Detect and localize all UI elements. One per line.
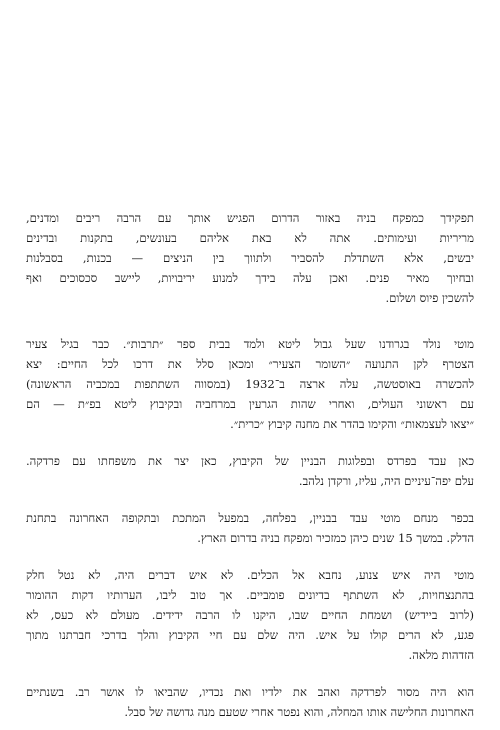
text-line: מריריות ועימותים. אתה לא באת אליהם בעונשים, בתקנות ובדינים [26,231,474,245]
paragraph [26,451,474,491]
text-line: פגע, לא הרים קולו על איש. היה שלם עם חיי הקיבוץ והלך בדרכי חברתנו מתוך [26,628,474,642]
text-line: להשכין פיוס ושלום. [385,291,474,305]
paragraph [26,682,474,722]
paragraph [26,208,474,308]
text-line: (לרוב ביידיש) ושמחת החיים שבו, היקנו לו הרבה ידידים. מעולם לא כעס, לא [26,608,474,622]
text-line: עלם יפה־עיניים היה, עליז, ורקדן נלהב. [298,474,474,488]
text-line: מוטי נולד בגרודנו שעל גבול ליטא ולמד בבית ספר ״תרבות״. כבר בגיל צעיר [26,337,474,351]
text-line: כאן עבד בפרדס ובפלוגות הבניין של הקיבוץ, כאן יצר את משפחתו עם פרדקה. [26,454,474,468]
text-line: בהתנצחויות, לא השתתף בדיונים פומביים. אך טוב ליבו, הערותיו דקות ההומור [26,588,474,602]
text-line: ״יצאו לעצמאות״ והקימו בהדר את מחנה קיבוץ ״כרית״. [230,417,474,431]
text-line: תפקידך כמפקח בניה באזור הדרום הפגיש אותך עם הרבה ריבים ומדנים, [26,211,474,225]
document-body [26,208,474,722]
text-line: הזדהות מלאה. [408,648,474,662]
text-line: הדלק. במשך 15 שנים כיהן כמזכיר ומפקח בניה בדרום הארץ. [197,531,474,545]
text-line: בכפר מנחם מוטי עבד בבניין, בפלחה, במפעל המתכת ובתקופה האחרונה בתחנת [26,511,474,525]
text-line: הוא היה מסור לפרדקה ואהב את ילדיו ואת נכדיו, שהביאו לו אושר רב. בשנתיים [26,685,474,699]
text-line: יבשים, אלא השתדלת להסביר ולתווך בין הניצים — בכנות, בסבלנות [26,251,474,265]
paragraph [26,334,474,434]
text-line: להכשרה באוסטשה, עלה ארצה ב־1932 (במסווה השתתפות במכביה הראשונה) [26,377,474,391]
text-line: עם ראשוני העולים, ואחרי שהות הגרעין במרחביה ובקיבוץ ליטא בפ״ת — הם [26,397,474,411]
text-line: האחרונות החלישה אותו המחלה, והוא נפטר אחרי שטעם מנה גדושה של סבל. [124,705,474,719]
text-line: הצטרף לקן התנועה ״השומר הצעיר״ ומכאן סלל את דרכו לכל החיים: יצא [26,357,474,371]
paragraph [26,565,474,665]
paragraph [26,508,474,548]
text-line: ובחיוך מאיר פנים. ואכן עלה בידך למנוע יריבויות, ליישב סכסוכים ואף [26,271,474,285]
text-line: מוטי היה איש צנוע, נחבא אל הכלים. לא איש דברים היה, לא נטל חלק [26,568,474,582]
